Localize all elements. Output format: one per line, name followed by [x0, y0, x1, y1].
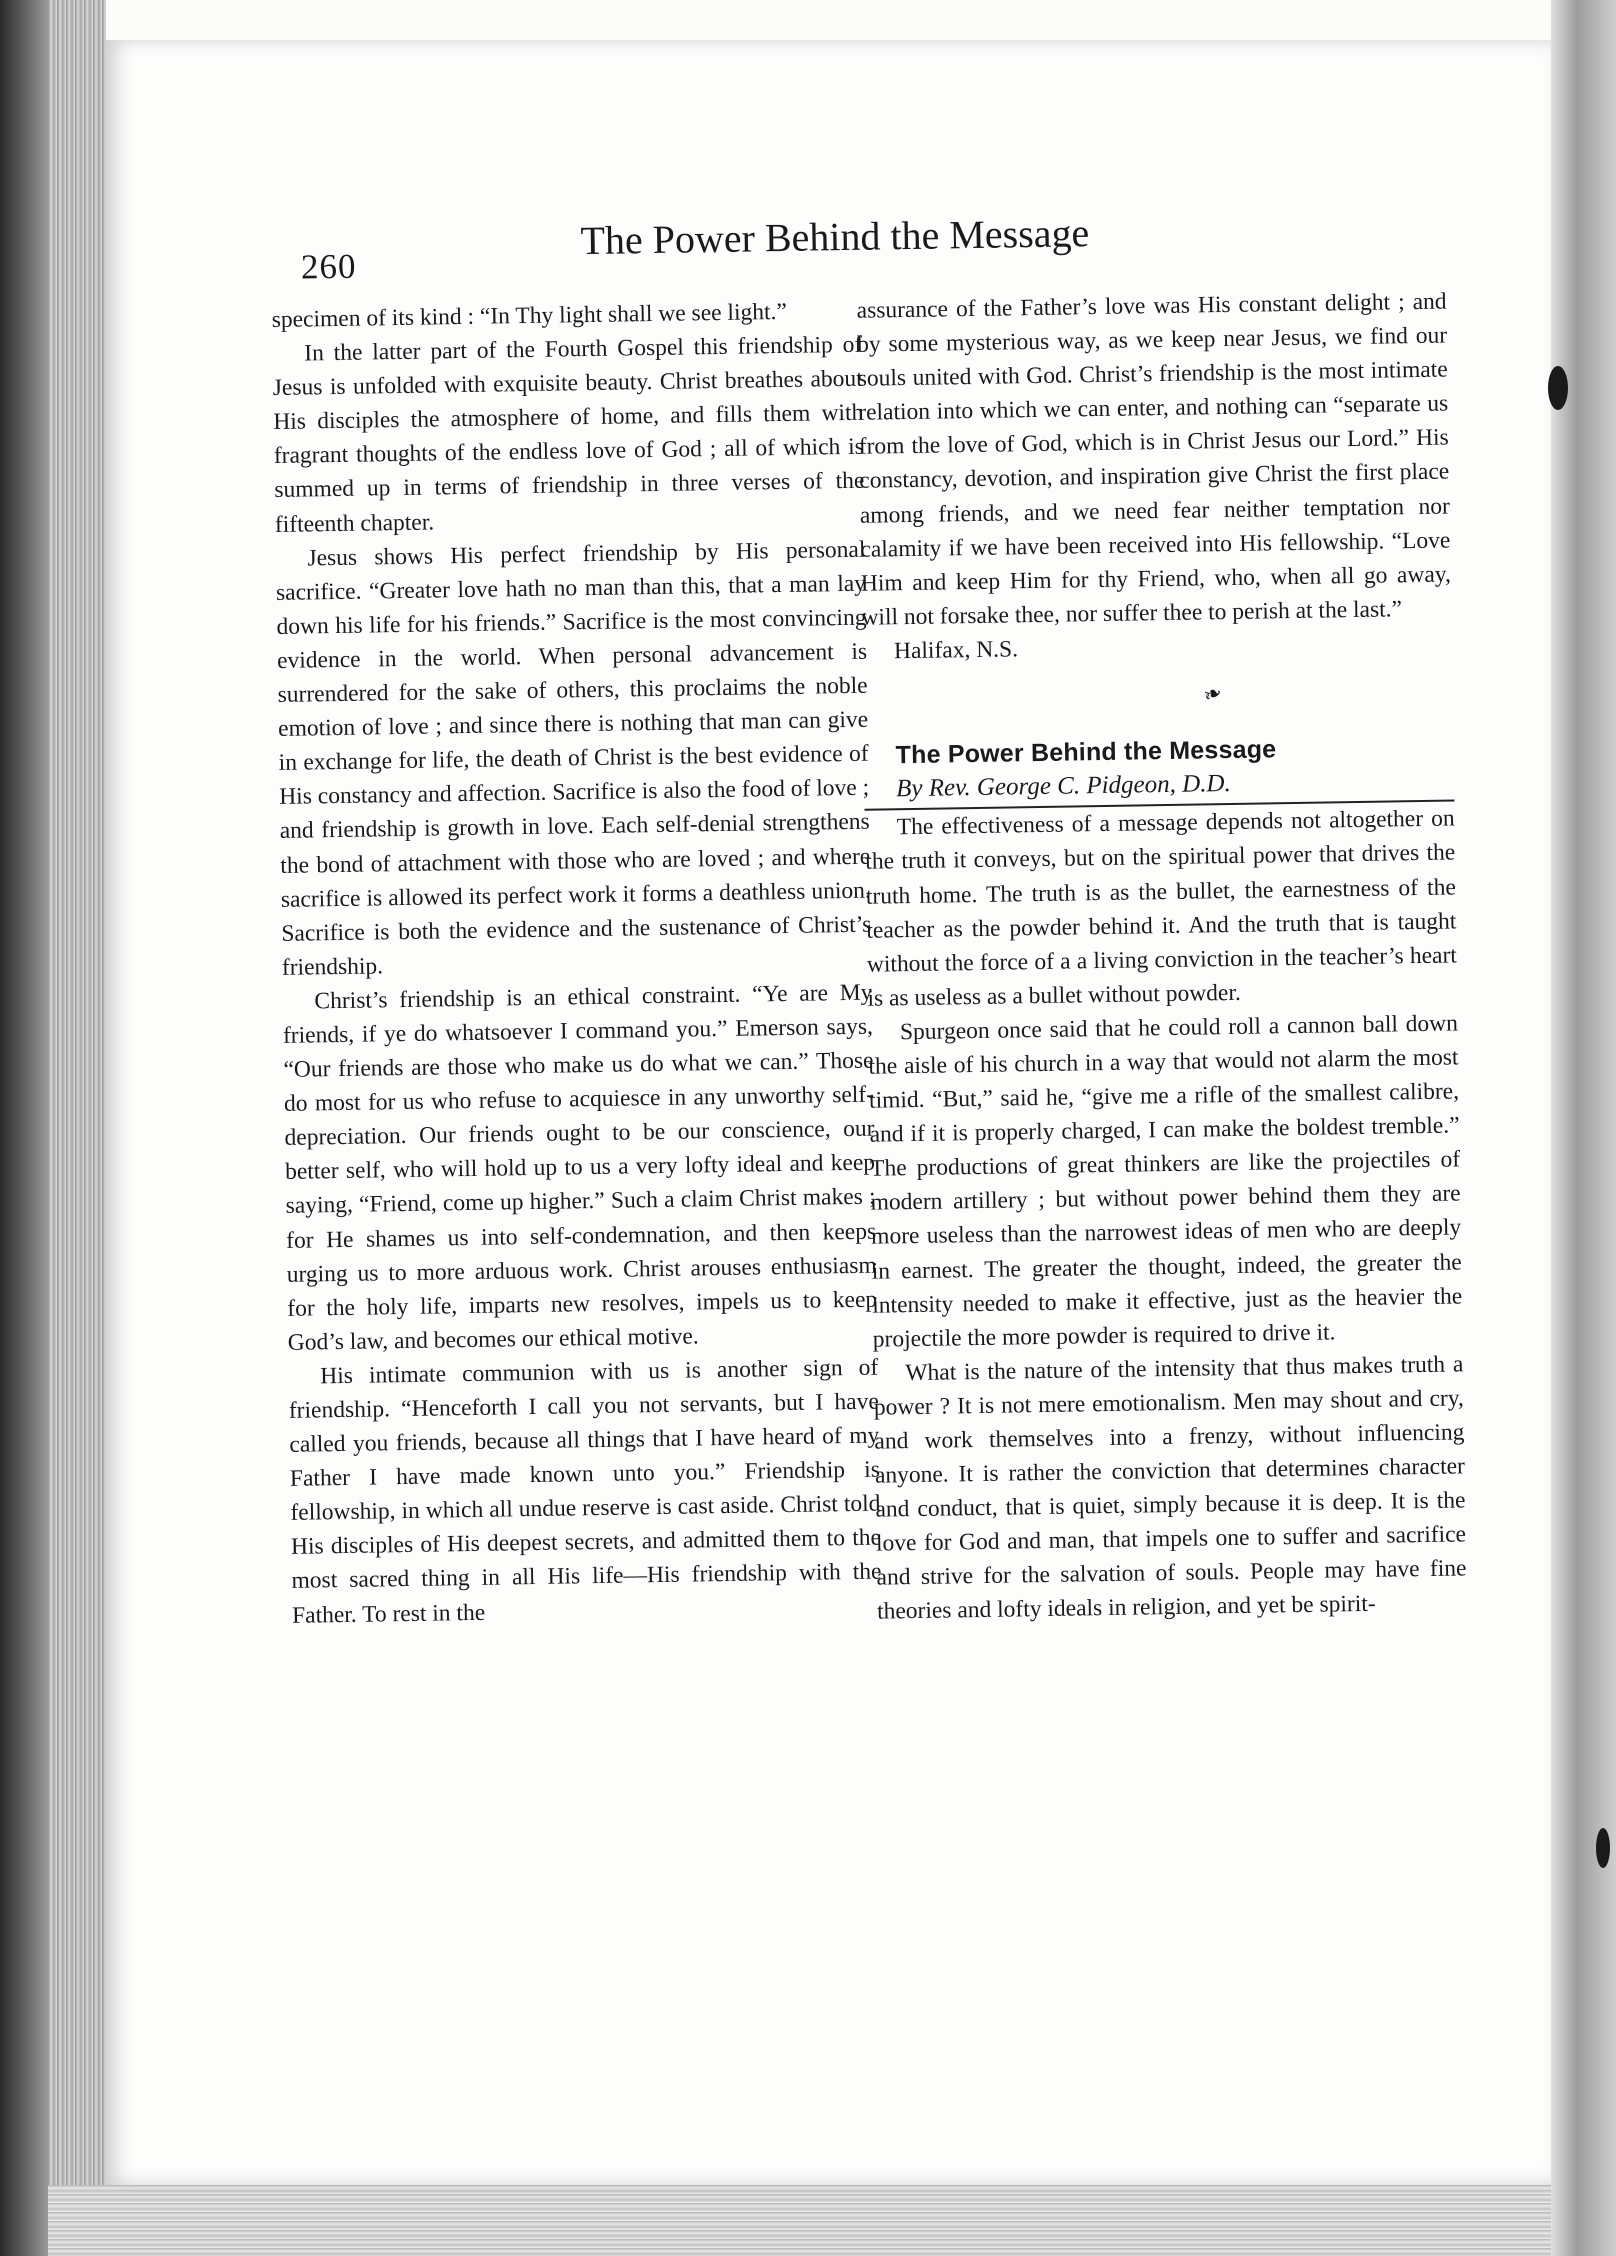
ornament-icon: ❧ — [1199, 678, 1226, 709]
page-edges-left — [48, 0, 106, 2256]
paragraph: His intimate communion with us is another sign of friendship. “Henceforth I call you not servants, but I have called you friends, because all things that I have heard of my Father I have made known unto you.” Friendship is fellowship, in which all undue reserve is cast aside. Christ told His disciples of His deepest secrets, and admitted them to the most sacred thing in all His life—His friendship with the Father. To rest in the — [288, 1354, 882, 1629]
paragraph: Christ’s friendship is an ethical constraint. “Ye are My friends, if ye do whatsoever I command you.” Emerson says, “Our friends are those who make us do what we can.” Those do most for us who refuse to acquiesce in any unworthy self-depreciation. Our friends ought to be our conscience, our better self, who will hold up to us a very lofty ideal and keep saying, “Friend, come up higher.” Such a claim Christ makes ; for He shames us into self-condemnation, and then keeps urging us to more arduous work. Christ arouses enthusiasm for the holy life, imparts new resolves, impels us to keep God’s law, and becomes our ethical motive. — [282, 979, 878, 1356]
running-title: The Power Behind the Message — [580, 210, 1090, 264]
book-spine — [0, 0, 48, 2256]
paragraph: In the latter part of the Fourth Gospel this friendship of Jesus is unfolded with exquisite beauty. Christ breathes about His disciples the atmosphere of home, and fills them with fragrant thoughts of the endless love of God ; all of which is summed up in terms of friendship in three verses of the fifteenth chapter. — [272, 331, 865, 538]
right-column — [856, 285, 1467, 1630]
printed-text-block — [270, 191, 1479, 2039]
paragraph: What is the nature of the intensity that thus makes truth a power ? It is not mere emotionalism. Men may shout and cry, and work themselves into a frenzy, without influencing anyone. It is rather the conviction that determines character and conduct, that is quiet, simply because it is deep. It is the love for God and man, that impels one to suffer and sacrifice and strive for the salvation of souls. People may have fine theories and lofty ideals in religion, and yet be spirit- — [873, 1351, 1467, 1626]
paragraph: Jesus shows His perfect friendship by His personal sacrifice. “Greater love hath no man than this, that a man lay down his life for his friends.” Sacrifice is the most convincing evidence in the world. When personal advancement is surrendered for the sake of others, this proclaims the noble emotion of love ; and since there is nothing that man can give in exchange for life, the death of Christ is the best evidence of His constancy and affection. Sacrifice is also the food of love ; and friendship is growth in love. Each self-denial strengthens the bond of attachment with those who are loved ; and where sacrifice is allowed its perfect work it forms a deathless union. Sacrifice is both the evidence and the sustenance of Christ’s friendship. — [275, 536, 872, 981]
paragraph: Spurgeon once said that he could roll a cannon ball down the aisle of his church in a way that would not alarm the most timid. “But,” said he, “give me a rifle of the smallest calibre, and if it is properly charged, I can make the boldest tremble.” The productions of great thinkers are like the projectiles of modern artillery ; but without power behind them they are more useless than the narrowest ideas of men who are deeply in earnest. The greater the thought, indeed, the greater the intensity needed to make it effective, just as the heavier the projectile the more powder is required to drive it. — [868, 1010, 1463, 1353]
left-column — [271, 294, 882, 1633]
binding-hole — [1548, 366, 1568, 410]
paragraph: assurance of the Father’s love was His constant delight ; and by some mysterious way, as we keep near Jesus, we find our souls united with God. Christ’s friendship is the most intimate relation into which we can enter, and nothing can “separate us from the love of God, which is in Christ Jesus our Lord.” His constancy, devotion, and inspiration give Christ the first place among friends, and we need fear neither temptation nor calamity if we have been received into His fellowship. “Love Him and keep Him for thy Friend, who, when all go away, will not forsake thee, nor suffer thee to perish at the last.” — [856, 288, 1452, 631]
page-number: 260 — [300, 246, 357, 287]
binding-hole — [1596, 1828, 1610, 1868]
page-edges-bottom — [48, 2185, 1616, 2256]
paragraph: specimen of its kind : “In Thy light shall we see light.” — [271, 298, 788, 333]
article-title: The Power Behind the Message — [895, 735, 1277, 770]
facing-page-edge — [1551, 0, 1616, 2256]
paragraph: The effectiveness of a message depends not altogether on the truth it conveys, but on the spiritual power that drives the truth home. The truth is as the bullet, the earnestness of the teacher as the powder behind it. And the truth that is taught without the force of a a living conviction in the teacher’s heart is as useless as a bullet without powder. — [865, 805, 1458, 1012]
article-byline: By Rev. George C. Pidgeon, D.D. — [864, 764, 1455, 811]
place-signature: Halifax, N.S. — [893, 636, 1019, 665]
